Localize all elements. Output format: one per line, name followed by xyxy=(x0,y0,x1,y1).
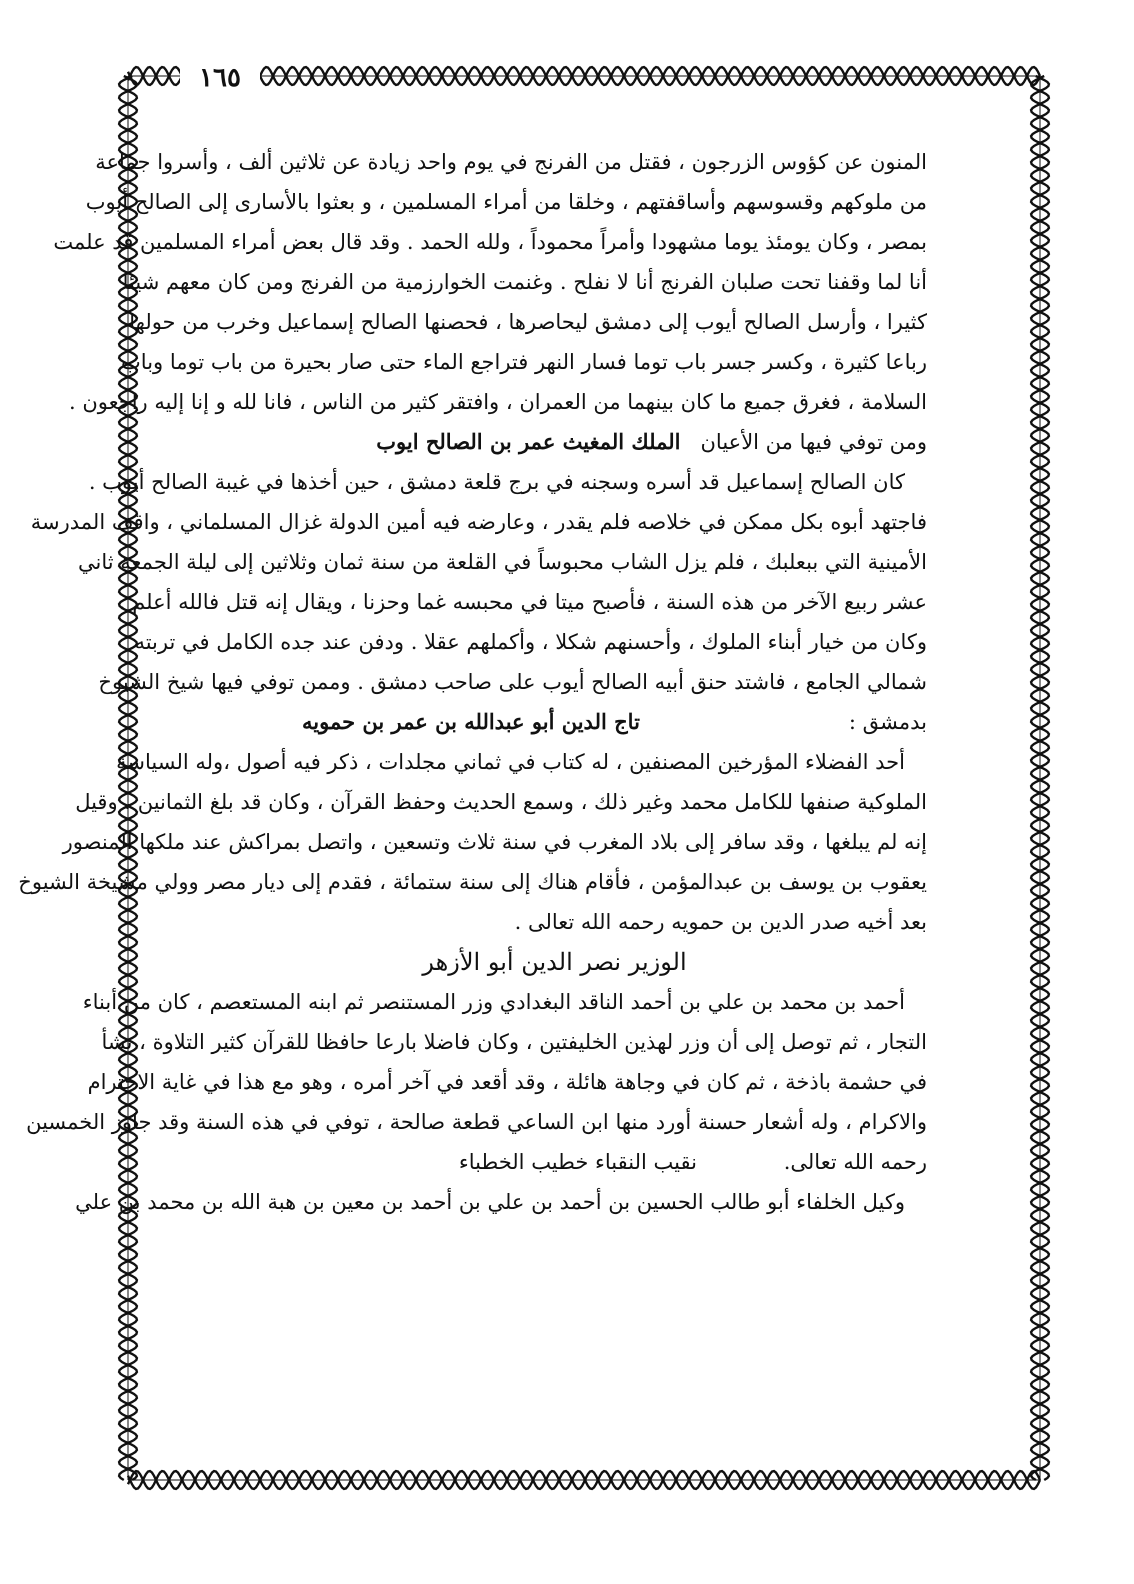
page-number: ١٦٥ xyxy=(180,60,260,96)
text-line: السلامة ، فغرق جميع ما كان بينهما من العمران ، وافتقر كثير من الناس ، فانا لله و إنا إليه راجعون . xyxy=(68,390,927,414)
text-line: وكيل الخلفاء أبو طالب الحسين بن أحمد بن علي بن أحمد بن معين بن هبة الله بن محمد بن علي xyxy=(75,1190,905,1214)
text-line: رباعا كثيرة ، وكسر جسر باب توما فسار النهر فتراجع الماء حتى صار بحيرة من باب توما وباب xyxy=(121,350,927,374)
text-line: شمالي الجامع ، فاشتد حنق أبيه الصالح أيوب على صاحب دمشق . وممن توفي فيها شيخ الشيوخ xyxy=(98,670,927,694)
text-line: التجار ، ثم توصل إلى أن وزر لهذين الخليفتين ، وكان فاضلا بارعا حافظا للقرآن كثير التلاوة ، نشأ xyxy=(101,1030,927,1054)
text-line: الأمينية التي ببعلبك ، فلم يزل الشاب محبوساً في القلعة من سنة ثمان وثلاثين إلى ليلة الجمعة ثاني xyxy=(78,550,927,574)
text-line: إنه لم يبلغها ، وقد سافر إلى بلاد المغرب في سنة ثلاث وتسعين ، واتصل بمراكش عند ملكها المنصور xyxy=(62,830,927,854)
section-heading: الملك المغيث عمر بن الصالح ايوب xyxy=(376,429,681,454)
text-line: عشر ربيع الآخر من هذه السنة ، فأصبح ميتا في محبسه غما وحزنا ، ويقال إنه قتل فالله أعلم . xyxy=(118,590,927,614)
text-line: في حشمة باذخة ، ثم كان في وجاهة هائلة ، وقد أقعد في آخر أمره ، وهو مع هذا في غاية الاحترام xyxy=(87,1070,927,1094)
text-line-with-heading xyxy=(182,1142,927,1182)
section-heading: نقيب النقباء خطيب الخطباء xyxy=(458,1150,697,1174)
main-text xyxy=(18,142,927,1222)
text-line-with-heading xyxy=(182,702,927,742)
text-line: وكان من خيار أبناء الملوك ، وأحسنهم شكلا ، وأكملهم عقلا . ودفن عند جده الكامل في تربته xyxy=(134,630,927,654)
section-heading: الوزير نصر الدين أبو الأزهر xyxy=(422,948,687,976)
text-line: أنا لما وقفنا تحت صلبان الفرنج أنا لا نفلح . وغنمت الخوارزمية من الفرنج ومن كان معهم شيئا xyxy=(122,270,927,294)
text-line: والاكرام ، وله أشعار حسنة أورد منها ابن الساعي قطعة صالحة ، توفي في هذه السنة وقد جاوز الخمسين xyxy=(26,1110,927,1134)
text-fragment: بدمشق : xyxy=(848,710,927,734)
text-line: أحمد بن محمد بن علي بن أحمد الناقد البغدادي وزر المستنصر ثم ابنه المستعصم ، كان من أبناء xyxy=(82,990,905,1014)
text-line: المنون عن كؤوس الزرجون ، فقتل من الفرنج في يوم واحد زيادة عن ثلاثين ألف ، وأسروا جماعة xyxy=(95,150,927,174)
text-line: كان الصالح إسماعيل قد أسره وسجنه في برج قلعة دمشق ، حين أخذها في غيبة الصالح أيوب . xyxy=(88,470,905,494)
text-line: بمصر ، وكان يومئذ يوما مشهودا وأمراً محموداً ، ولله الحمد . وقد قال بعض أمراء المسلمين قد علمت xyxy=(53,230,927,254)
text-line: الملوكية صنفها للكامل محمد وغير ذلك ، وسمع الحديث وحفظ القرآن ، وكان قد بلغ الثمانين ، وقيل xyxy=(75,790,927,814)
text-line: بعد أخيه صدر الدين بن حمويه رحمه الله تعالى . xyxy=(514,910,927,934)
text-line: كثيرا ، وأرسل الصالح أيوب إلى دمشق ليحاصرها ، فحصنها الصالح إسماعيل وخرب من حولها xyxy=(129,310,927,334)
text-line-with-heading xyxy=(182,422,927,462)
text-line: يعقوب بن يوسف بن عبدالمؤمن ، فأقام هناك إلى سنة ستمائة ، فقدم إلى ديار مصر وولي مشيخة الشيوخ xyxy=(18,870,927,894)
text-fragment: ومن توفي فيها من الأعيان xyxy=(700,430,927,454)
text-line: أحد الفضلاء المؤرخين المصنفين ، له كتاب في ثماني مجلدات ، ذكر فيه أصول ،وله السياسة xyxy=(116,750,905,774)
text-line: فاجتهد أبوه بكل ممكن في خلاصه فلم يقدر ، وعارضه فيه أمين الدولة غزال المسلماني ، واقف المدرسة xyxy=(30,510,927,534)
text-fragment: رحمه الله تعالى. xyxy=(783,1150,927,1174)
section-heading: تاج الدين أبو عبدالله بن عمر بن حمويه xyxy=(302,709,640,734)
text-line: من ملوكهم وقسوسهم وأساقفتهم ، وخلقا من أمراء المسلمين ، و بعثوا بالأسارى إلى الصالح أيوب xyxy=(85,190,927,214)
